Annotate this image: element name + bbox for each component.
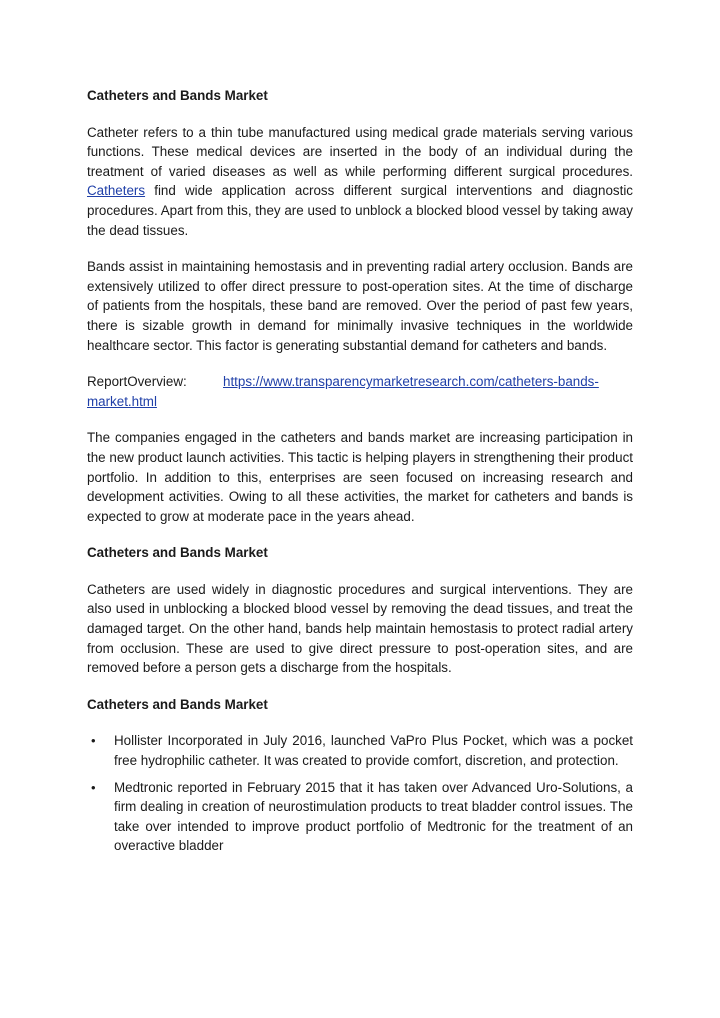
developments-list bbox=[87, 731, 633, 856]
list-item-text: Medtronic reported in February 2015 that it has taken over Advanced Uro-Solutions, a firm dealing in creation of neurostimulation products to treat bladder control issues. The take over intended to improve product portfolio of Medtronic for the treatment of an overactive bladder bbox=[114, 779, 633, 854]
bullet-icon: • bbox=[91, 779, 96, 795]
bands-paragraph: Bands assist in maintaining hemostasis and in preventing radial artery occlusion. Bands are extensively utilized to offer direct pressure to post-operation sites. At the time of discharge of patients from the hospitals, these band are removed. Over the period of past few years, there is sizable growth in demand for minimally invasive techniques in the worldwide healthcare sector. This factor is generating substantial demand for catheters and bands. bbox=[87, 259, 633, 353]
intro-text-start: Catheter refers to a thin tube manufactured using medical grade materials serving various functions. These medical devices are inserted in the body of an individual during the treatment of varied diseases as well as while performing different surgical procedures. bbox=[87, 124, 633, 179]
report-overview bbox=[87, 372, 633, 411]
list-item bbox=[87, 778, 633, 856]
intro-paragraph bbox=[87, 123, 633, 241]
report-overview-label: ReportOverview: bbox=[87, 374, 187, 390]
document-page bbox=[87, 86, 633, 863]
catheters-link[interactable]: Catheters bbox=[87, 183, 146, 199]
companies-paragraph: The companies engaged in the catheters and bands market are increasing participation in the new product launch activities. This tactic is helping players in strengthening their product portfolio. In addition to this, enterprises are seen focused on increasing research and development activities. Owing to all these activities, the market for catheters and bands is expected to grow at moderate pace in the years ahead. bbox=[87, 430, 633, 524]
list-item-text: Hollister Incorporated in July 2016, launched VaPro Plus Pocket, which was a pocket free hydrophilic catheter. It was created to provide comfort, discretion, and protection. bbox=[114, 733, 633, 769]
section-heading-2: Catheters and Bands Market bbox=[87, 545, 268, 561]
list-item bbox=[87, 731, 633, 770]
section-heading-3: Catheters and Bands Market bbox=[87, 696, 268, 712]
catheters-usage-paragraph: Catheters are used widely in diagnostic procedures and surgical interventions. They are also used in unblocking a blocked blood vessel by removing the dead tissues, and treat the damaged target. On the other hand, bands help maintain hemostasis to protect radial artery from occlusion. These are used to give direct pressure to post-operation sites, and are removed before a person gets a discharge from the hospitals. bbox=[87, 581, 633, 676]
report-overview-link[interactable]: https://www.transparencymarketresearch.com/catheters-bands-market.html bbox=[87, 374, 599, 409]
intro-text-end: find wide application across different surgical interventions and diagnostic procedures. Apart from this, they are used to unblock a blocked blood vessel by taking away the dead tissues. bbox=[87, 183, 633, 238]
bullet-icon: • bbox=[91, 733, 96, 749]
section-heading: Catheters and Bands Market bbox=[87, 88, 268, 103]
